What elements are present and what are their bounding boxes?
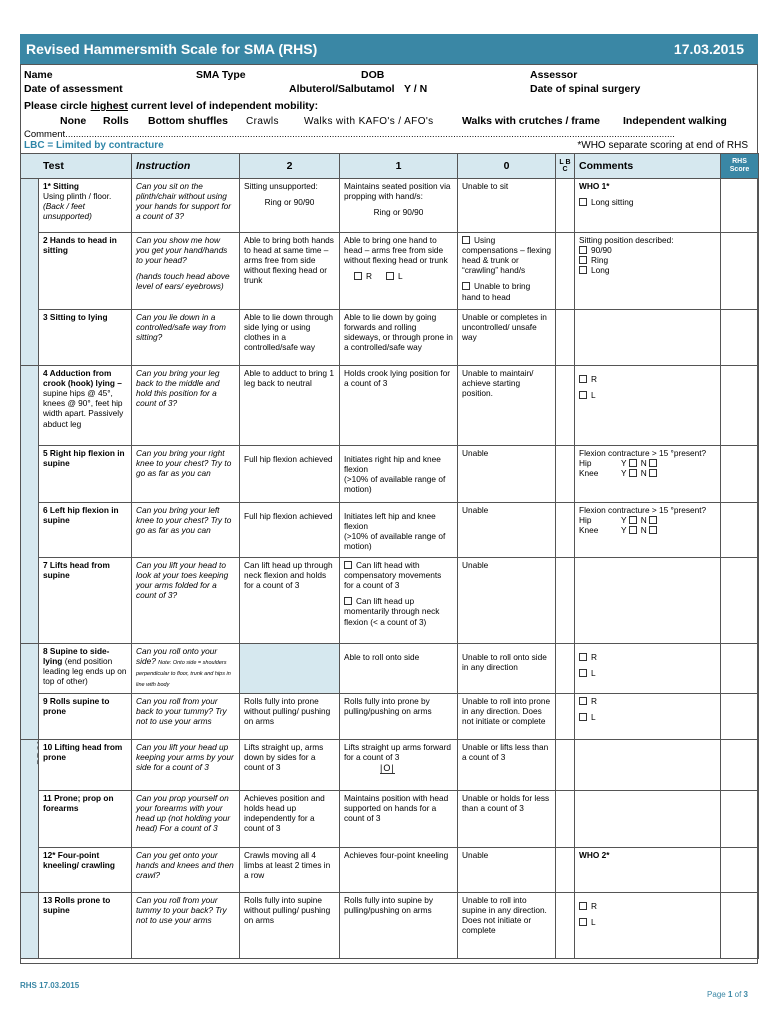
score-2-cell[interactable]: Rolls fully into supine without pulling/ pushing on arms — [240, 893, 340, 959]
lbc-cell[interactable] — [556, 446, 575, 503]
left-checkbox[interactable]: L — [386, 271, 403, 281]
instruction: Can you show me how you get your hand/hands to your head? (hands touch head above level of ears/ eyebrows) — [132, 233, 240, 310]
comments-cell — [575, 740, 721, 791]
test-name: 11 Prone; prop on forearms — [39, 791, 132, 848]
lbc-cell[interactable] — [556, 791, 575, 848]
score-1-cell[interactable]: Achieves four-point kneeling — [340, 848, 458, 893]
lbc-cell[interactable] — [556, 740, 575, 791]
head-lift-figure-icon: |O| — [380, 763, 395, 774]
score-0-cell[interactable]: Unable to roll onto side in any direction — [458, 644, 556, 694]
category-supine — [21, 366, 39, 644]
right-checkbox[interactable]: R — [579, 901, 716, 911]
score-1-cell[interactable]: Can lift head with compensatory movements for a count of 3 Can lift head up momentarily through neck flexion (< a count of 3) — [340, 558, 458, 644]
hip-no-checkbox[interactable] — [649, 516, 657, 524]
comments-cell: WHO 1* Long sitting — [575, 179, 721, 233]
score-0-cell[interactable]: Unable to maintain/ achieve starting position. — [458, 366, 556, 446]
mobility-bottom-shuffles[interactable]: Bottom shuffles — [148, 115, 228, 127]
comments-cell — [575, 558, 721, 644]
instruction: Can you bring your right knee to your chest? Try to go as far as you can — [132, 446, 240, 503]
lbc-cell[interactable] — [556, 893, 575, 959]
comment-line[interactable]: Comment....................................................................................................................................................................................................................................... — [24, 129, 675, 140]
score-1-cell[interactable]: Lifts straight up arms forward for a count of 3 |O| — [340, 740, 458, 791]
test-name: 13 Rolls prone to supine — [39, 893, 132, 959]
score-1-cell[interactable]: Rolls fully into supine by pulling/pushing on arms — [340, 893, 458, 959]
dob-label: DOB — [361, 69, 385, 81]
instruction: Can you sit on the plinth/chair without using your hands for support for a count of 3? — [132, 179, 240, 233]
footer-version: RHS 17.03.2015 — [20, 981, 80, 990]
mobility-crawls[interactable]: Crawls — [246, 116, 279, 127]
score-0-cell[interactable]: Unable — [458, 446, 556, 503]
left-checkbox[interactable]: L — [579, 668, 596, 678]
rhs-score-cell[interactable] — [721, 366, 759, 446]
comments-cell — [575, 791, 721, 848]
comments-cell — [575, 366, 721, 446]
comments-cell: Flexion contracture > 15 °present? Hip Y N Knee Y N — [575, 446, 721, 503]
instruction: Can you lift your head up keeping your arms by your side for a count of 3 — [132, 740, 240, 791]
lbc-cell[interactable] — [556, 366, 575, 446]
rhs-score-cell[interactable] — [721, 233, 759, 310]
category-prone: PRONE — [21, 740, 39, 893]
instruction: Can you lie down in a controlled/safe way from sitting? — [132, 310, 240, 366]
spinal-surgery-label: Date of spinal surgery — [530, 83, 641, 95]
lbc-cell[interactable] — [556, 848, 575, 893]
table-row — [21, 848, 759, 893]
score-2-cell[interactable]: Rolls fully into prone without pulling/ pushing on arms — [240, 694, 340, 740]
instruction: Can you roll onto your side? Note: Onto side = shoulders perpendicular to floor, trunk and hips in line with body — [132, 644, 240, 694]
col-score-2: 2 — [240, 154, 340, 179]
right-checkbox[interactable]: R — [579, 696, 716, 706]
score-2-cell[interactable]: Sitting unsupported: Ring or 90/90 — [240, 179, 340, 233]
test-name: 7 Lifts head from supine — [39, 558, 132, 644]
lbc-cell[interactable] — [556, 558, 575, 644]
test-name: 5 Right hip flexion in supine — [39, 446, 132, 503]
score-0-cell[interactable]: Unable — [458, 558, 556, 644]
rhs-score-cell[interactable] — [721, 893, 759, 959]
test-name: 4 Adduction from crook (hook) lying – supine hips @ 45°, knees @ 90°, feet hip width apart. Passively abduct leg — [39, 366, 132, 446]
comments-cell — [575, 644, 721, 694]
rhs-score-cell[interactable] — [721, 791, 759, 848]
rhs-score-cell[interactable] — [721, 446, 759, 503]
albuterol-yn: Y / N — [404, 83, 428, 95]
rhs-score-cell[interactable] — [721, 644, 759, 694]
instruction: Can you lift your head to look at your toes keeping your arms folded for a count of 3? — [132, 558, 240, 644]
compensatory-checkbox[interactable] — [344, 561, 352, 569]
score-0-cell[interactable]: Unable or holds for less than a count of 3 — [458, 791, 556, 848]
comments-cell: Flexion contracture > 15 °present? Hip Y N Knee Y N — [575, 503, 721, 558]
rhs-score-cell[interactable] — [721, 848, 759, 893]
title-bar — [20, 34, 758, 64]
mobility-prompt: Please circle highest current level of independent mobility: — [24, 100, 319, 112]
unable-checkbox[interactable] — [462, 282, 470, 290]
rhs-score-cell[interactable] — [721, 740, 759, 791]
score-2-cell[interactable]: Can lift head up through neck flexion and holds for a count of 3 — [240, 558, 340, 644]
test-name: 8 Supine to side-lying (end position leading leg ends up on top of other) — [39, 644, 132, 694]
score-2-cell[interactable]: Lifts straight up, arms down by sides for a count of 3 — [240, 740, 340, 791]
position-long-checkbox[interactable]: Long — [579, 265, 609, 275]
score-0-cell[interactable]: Unable to roll into supine in any direction. Does not initiate or complete — [458, 893, 556, 959]
instruction: Can you get onto your hands and knees and then crawl? — [132, 848, 240, 893]
lbc-cell[interactable] — [556, 503, 575, 558]
col-score-0: 0 — [458, 154, 556, 179]
col-rhs-score: RHS Score — [721, 154, 759, 179]
category-rolling — [21, 644, 39, 740]
mobility-rolls[interactable]: Rolls — [103, 115, 129, 127]
test-name: 1* Sitting Using plinth / floor. (Back / feet unsupported) — [39, 179, 132, 233]
table-header-row — [21, 154, 759, 179]
lbc-note: LBC = Limited by contracture — [24, 140, 164, 151]
score-0-cell[interactable]: Unable — [458, 848, 556, 893]
knee-yes-checkbox[interactable] — [629, 469, 637, 477]
instruction: Can you prop yourself on your forearms with your head up (not holding your head) For a count of 3 — [132, 791, 240, 848]
knee-no-checkbox[interactable] — [649, 526, 657, 534]
instruction: Can you roll from your tummy to your back? Try not to use your arms — [132, 893, 240, 959]
table-row — [21, 179, 759, 233]
rhs-score-cell[interactable] — [721, 558, 759, 644]
table-row — [21, 694, 759, 740]
score-1-cell[interactable]: Rolls fully into prone by pulling/pushing on arms — [340, 694, 458, 740]
rhs-score-cell[interactable] — [721, 503, 759, 558]
table-row — [21, 310, 759, 366]
position-ring-checkbox[interactable]: Ring — [579, 255, 608, 265]
col-score-1: 1 — [340, 154, 458, 179]
date-of-assessment-label: Date of assessment — [24, 83, 123, 95]
footer-page-number: Page 1 of 3 — [707, 990, 748, 999]
hip-yes-checkbox[interactable] — [629, 459, 637, 467]
test-name: 2 Hands to head in sitting — [39, 233, 132, 310]
left-checkbox[interactable]: L — [579, 712, 596, 722]
test-name: 10 Lifting head from prone — [39, 740, 132, 791]
table-row — [21, 446, 759, 503]
knee-no-checkbox[interactable] — [649, 469, 657, 477]
comments-cell — [575, 893, 721, 959]
left-checkbox[interactable]: L — [579, 390, 596, 400]
hip-no-checkbox[interactable] — [649, 459, 657, 467]
score-1-cell[interactable]: Maintains seated position via propping with hand/s: Ring or 90/90 — [340, 179, 458, 233]
instruction: Can you roll from your back to your tummy? Try not to use your arms — [132, 694, 240, 740]
table-row — [21, 740, 759, 791]
score-0-cell[interactable]: Unable to roll into prone in any direction. Does not initiate or complete — [458, 694, 556, 740]
lbc-cell[interactable] — [556, 233, 575, 310]
right-checkbox[interactable]: R — [579, 374, 716, 384]
table-row — [21, 233, 759, 310]
score-0-cell[interactable]: Unable or lifts less than a count of 3 — [458, 740, 556, 791]
mobility-none[interactable]: None — [60, 115, 87, 127]
test-name: 12* Four-point kneeling/ crawling — [39, 848, 132, 893]
score-2-cell[interactable]: Achieves position and holds head up independently for a count of 3 — [240, 791, 340, 848]
score-0-cell[interactable]: Unable to sit — [458, 179, 556, 233]
col-comments: Comments — [575, 154, 721, 179]
score-0-cell[interactable]: Using compensations – flexing head & trunk or “crawling” hand/s Unable to bring hand to head — [458, 233, 556, 310]
assessor-label: Assessor — [530, 69, 578, 81]
knee-yes-checkbox[interactable] — [629, 526, 637, 534]
score-1-cell[interactable]: Initiates right hip and knee flexion (>10% of available range of motion) — [340, 446, 458, 503]
score-1-cell[interactable]: Able to bring one hand to head – arms free from side without flexing head or trunk R L — [340, 233, 458, 310]
instruction: Can you bring your left knee to your chest? Try to go as far as you can — [132, 503, 240, 558]
test-name: 6 Left hip flexion in supine — [39, 503, 132, 558]
score-1-cell[interactable]: Able to roll onto side — [340, 644, 458, 694]
lbc-cell[interactable] — [556, 694, 575, 740]
comments-cell — [575, 694, 721, 740]
assessment-table — [20, 153, 759, 959]
score-1-cell[interactable]: Able to lie down by going forwards and rolling sideways, or through prone in a controlled/safe way — [340, 310, 458, 366]
lbc-cell[interactable] — [556, 644, 575, 694]
hip-yes-checkbox[interactable] — [629, 516, 637, 524]
mobility-walks-crutches[interactable]: Walks with crutches / frame — [462, 115, 600, 127]
who-note: *WHO separate scoring at end of RHS — [577, 140, 748, 151]
test-name: 9 Rolls supine to prone — [39, 694, 132, 740]
lbc-cell[interactable] — [556, 179, 575, 233]
rhs-score-cell[interactable] — [721, 694, 759, 740]
score-2-cell[interactable]: Full hip flexion achieved — [240, 446, 340, 503]
score-2-cell[interactable]: Crawls moving all 4 limbs at least 2 times in a row — [240, 848, 340, 893]
left-checkbox[interactable]: L — [579, 917, 596, 927]
score-0-cell[interactable]: Unable — [458, 503, 556, 558]
lbc-cell[interactable] — [556, 310, 575, 366]
table-row — [21, 893, 759, 959]
right-checkbox[interactable]: R — [579, 652, 716, 662]
score-2-cell[interactable]: Able to adduct to bring 1 leg back to neutral — [240, 366, 340, 446]
score-1-cell[interactable]: Holds crook lying position for a count of 3 — [340, 366, 458, 446]
score-2-cell[interactable]: Able to lie down through side lying or using clothes in a controlled/safe way — [240, 310, 340, 366]
right-checkbox[interactable]: R — [354, 271, 372, 281]
compensation-checkbox[interactable] — [462, 236, 470, 244]
table-row — [21, 644, 759, 694]
rhs-score-cell[interactable] — [721, 310, 759, 366]
table-row — [21, 558, 759, 644]
category-rolling-2 — [21, 893, 39, 959]
rhs-score-cell[interactable] — [721, 179, 759, 233]
score-2-cell[interactable]: Able to bring both hands to head at same time – arms free from side without flexing head or trunk — [240, 233, 340, 310]
document-date: 17.03.2015 — [673, 41, 744, 57]
col-instruction: Instruction — [132, 154, 240, 179]
score-1-cell[interactable]: Initiates left hip and knee flexion (>10% of available range of motion) — [340, 503, 458, 558]
category-sitting — [21, 179, 39, 366]
score-2-cell[interactable]: Full hip flexion achieved — [240, 503, 340, 558]
mobility-walks-kafo[interactable]: Walks with KAFO's / AFO's — [304, 116, 434, 127]
col-test: Test — [21, 154, 132, 179]
table-row — [21, 503, 759, 558]
comments-cell: Sitting position described: 90/90 Ring Long — [575, 233, 721, 310]
long-sitting-checkbox[interactable]: Long sitting — [579, 197, 633, 207]
table-row — [21, 366, 759, 446]
score-0-cell[interactable]: Unable or completes in uncontrolled/ unsafe way — [458, 310, 556, 366]
comments-cell: WHO 2* — [575, 848, 721, 893]
name-label: Name — [24, 69, 53, 81]
table-row — [21, 791, 759, 848]
momentary-checkbox[interactable] — [344, 597, 352, 605]
mobility-independent-walking[interactable]: Independent walking — [623, 115, 727, 127]
position-90-checkbox[interactable]: 90/90 — [579, 245, 612, 255]
score-1-cell[interactable]: Maintains position with head supported on hands for a count of 3 — [340, 791, 458, 848]
col-lbc: L B C — [556, 154, 575, 179]
score-2-cell-disabled — [240, 644, 340, 694]
albuterol-label: Albuterol/Salbutamol — [289, 83, 395, 95]
instruction: Can you bring your leg back to the middle and hold this position for a count of 3? — [132, 366, 240, 446]
comments-cell — [575, 310, 721, 366]
sma-type-label: SMA Type — [196, 69, 246, 81]
test-name: 3 Sitting to lying — [39, 310, 132, 366]
document-title: Revised Hammersmith Scale for SMA (RHS) — [26, 41, 318, 57]
